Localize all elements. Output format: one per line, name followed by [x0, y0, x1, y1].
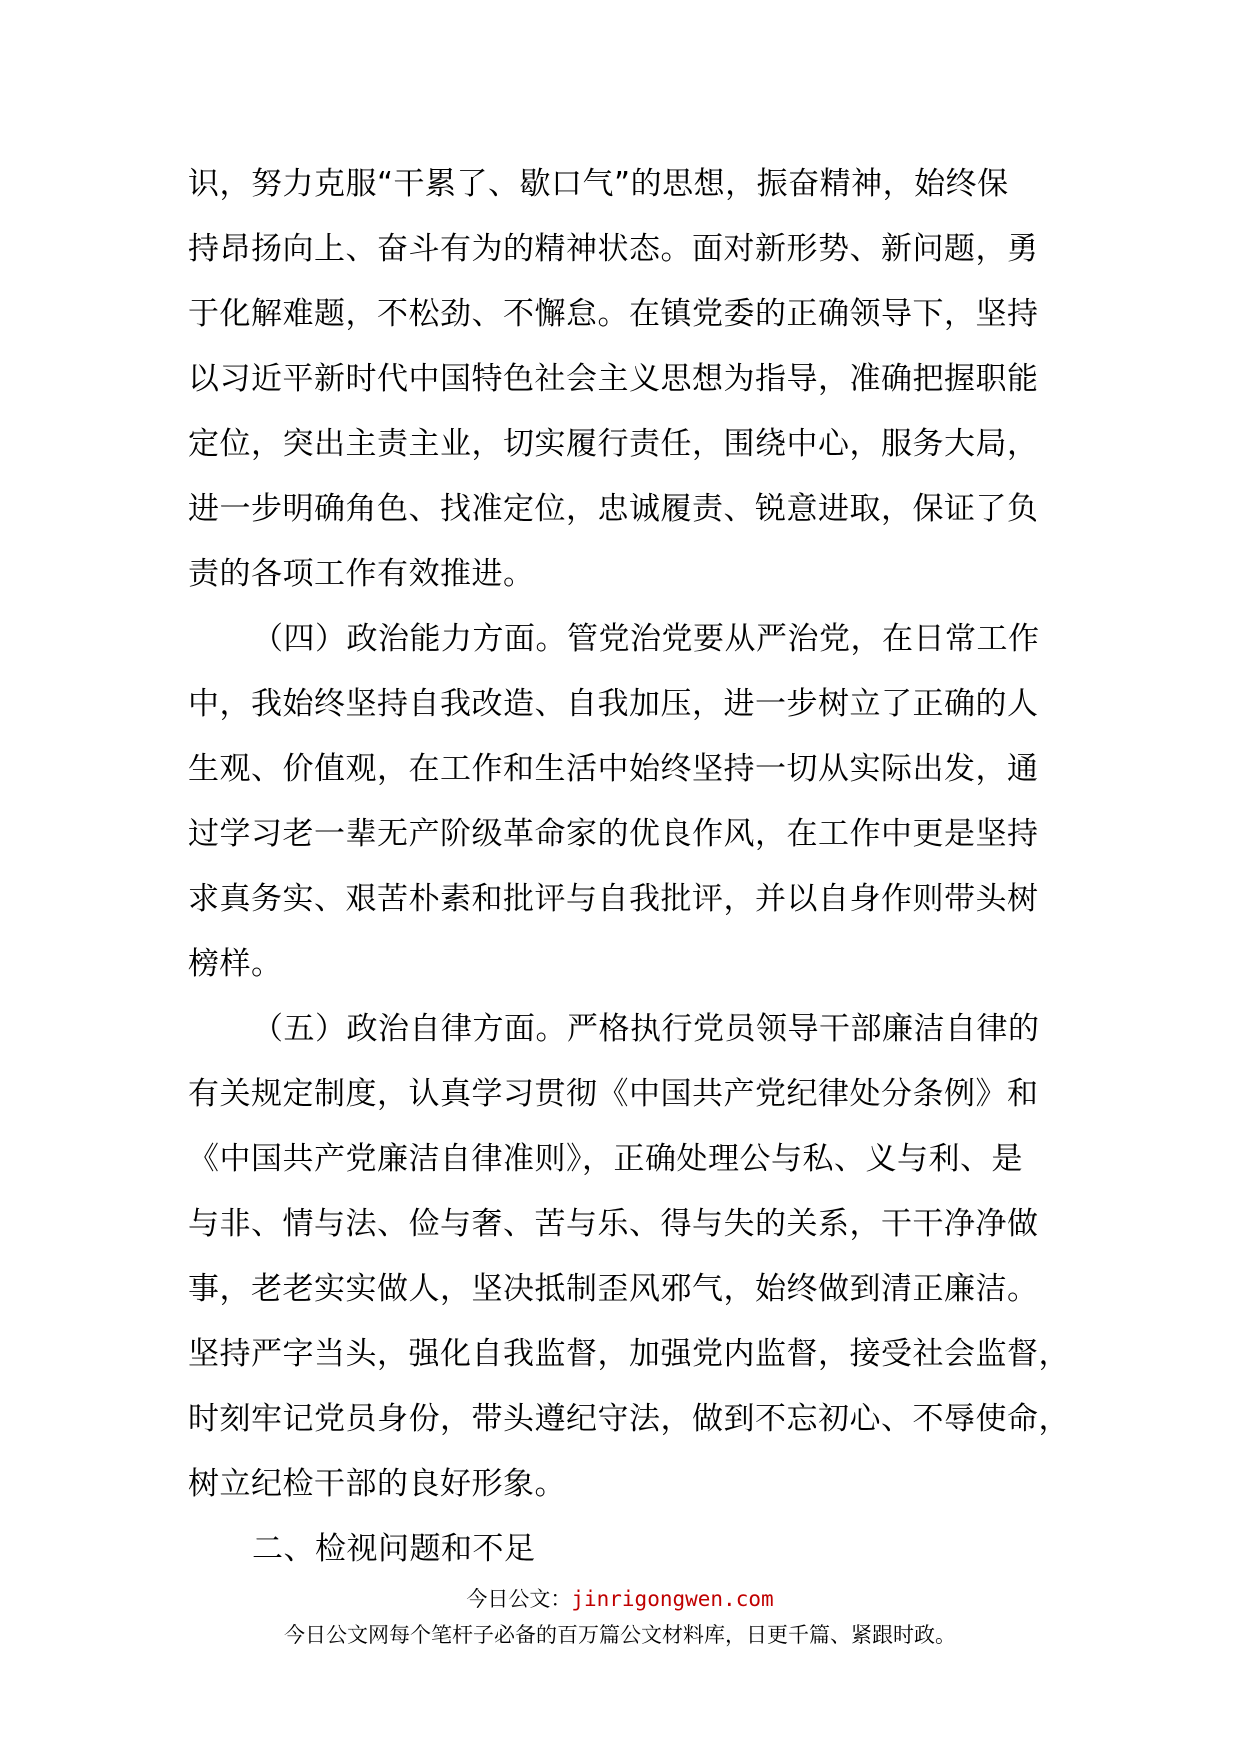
text-line: 生观、价值观，在工作和生活中始终坚持一切从实际出发，通 — [188, 751, 1039, 787]
text-line: 时刻牢记党员身份，带头遵纪守法，做到不忘初心、不辱使命， — [188, 1401, 1070, 1437]
text-line: 树立纪检干部的良好形象。 — [188, 1466, 566, 1502]
text-line: 识，努力克服“干累了、歇口气”的思想，振奋精神，始终保 — [188, 166, 1009, 202]
footer-site-label: 今日公文： — [466, 1587, 572, 1611]
text-line: 进一步明确角色、找准定位，忠诚履责、锐意进取，保证了负 — [188, 491, 1039, 527]
text-line: 有关规定制度，认真学习贯彻《中国共产党纪律处分条例》和 — [188, 1076, 1039, 1112]
footer-site-link[interactable]: jinrigongwen.com — [571, 1587, 774, 1611]
text-line: 事，老老实实做人，坚决抵制歪风邪气，始终做到清正廉洁。 — [188, 1271, 1039, 1307]
text-line: 《中国共产党廉洁自律准则》，正确处理公与私、义与利、是 — [188, 1141, 1023, 1177]
text-line: 定位，突出主责主业，切实履行责任，围绕中心，服务大局， — [188, 426, 1039, 462]
text-line: （四）政治能力方面。管党治党要从严治党，在日常工作 — [252, 621, 1040, 657]
text-line: 求真务实、艰苦朴素和批评与自我批评，并以自身作则带头树 — [188, 881, 1039, 917]
text-line: 与非、情与法、俭与奢、苦与乐、得与失的关系，干干净净做 — [188, 1206, 1039, 1242]
footer-slogan: 今日公文网每个笔杆子必备的百万篇公文材料库，日更千篇、紧跟时政。 — [284, 1623, 956, 1647]
text-line: 于化解难题，不松劲、不懈怠。在镇党委的正确领导下，坚持 — [188, 296, 1039, 332]
footer-site-line — [0, 1584, 1240, 1614]
text-line: 榜样。 — [188, 946, 283, 982]
text-line: 以习近平新时代中国特色社会主义思想为指导，准确把握职能 — [188, 361, 1039, 397]
text-line: （五）政治自律方面。严格执行党员领导干部廉洁自律的 — [252, 1011, 1040, 1047]
text-line: 中，我始终坚持自我改造、自我加压，进一步树立了正确的人 — [188, 686, 1039, 722]
text-line: 坚持严字当头，强化自我监督，加强党内监督，接受社会监督， — [188, 1336, 1070, 1372]
text-line: 责的各项工作有效推进。 — [188, 556, 535, 592]
text-line: 过学习老一辈无产阶级革命家的优良作风，在工作中更是坚持 — [188, 816, 1039, 852]
text-line: 二、检视问题和不足 — [252, 1531, 536, 1567]
document-body — [188, 152, 1068, 1582]
text-line: 持昂扬向上、奋斗有为的精神状态。面对新形势、新问题，勇 — [188, 231, 1039, 267]
